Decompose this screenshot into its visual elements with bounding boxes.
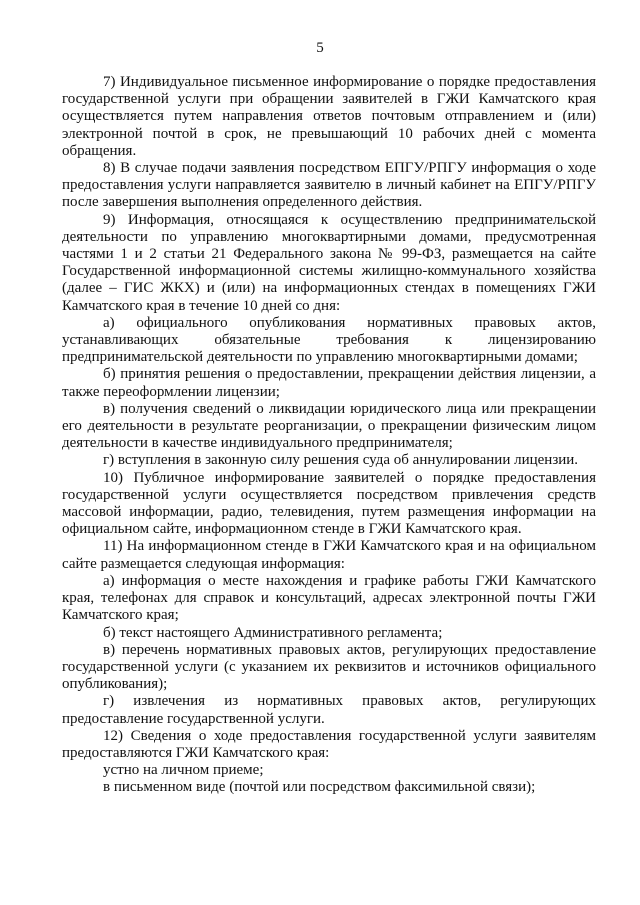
paragraph-11-b: б) текст настоящего Административного регламента; xyxy=(103,624,443,641)
paragraph-9-a: а) официального опубликования нормативных правовых актов, устанавливающих обязательные требования к лицензированию предпринимательской деятельности по управлению многоквартирными домами; xyxy=(62,314,596,366)
paragraph-12-item-2: в письменном виде (почтой или посредством факсимильной связи); xyxy=(103,779,536,796)
paragraph-10: 10) Публичное информирование заявителей о порядке предоставления государственной услуги осуществляется посредством привлечения средств массовой информации, радио, телевидения, путем размещения информации на официальном сайте, информационном стенде в ГЖИ Камчатского края. xyxy=(62,469,596,538)
paragraph-9-v: в) получения сведений о ликвидации юридического лица или прекращении его деятельности в результате реорганизации, о прекращении физическим лицом деятельности в качестве индивидуального предпринимателя; xyxy=(62,400,596,452)
paragraph-8: 8) В случае подачи заявления посредством ЕПГУ/РПГУ информация о ходе предоставления услуги направляется заявителю в личный кабинет на ЕПГУ/РПГУ после завершения выполнения определенного действия. xyxy=(62,160,596,211)
paragraph-11: 11) На информационном стенде в ГЖИ Камчатского края и на официальном сайте размещается следующая информация: xyxy=(62,538,596,572)
paragraph-12-item-1: устно на личном приеме; xyxy=(103,762,264,779)
paragraph-7: 7) Индивидуальное письменное информирование о порядке предоставления государственной услуги при обращении заявителей в ГЖИ Камчатского края осуществляется путем направления ответов почтовым отправлением и (или) электронной почтой в срок, не превышающий 10 рабочих дней с момента обращения. xyxy=(62,74,596,159)
paragraph-11-a: а) информация о месте нахождения и графике работы ГЖИ Камчатского края, телефонах для справок и консультаций, адресах электронной почты ГЖИ Камчатского края; xyxy=(62,572,596,624)
document-body xyxy=(62,74,596,797)
paragraph-9-b: б) принятия решения о предоставлении, прекращении действия лицензии, а также переоформлении лицензии; xyxy=(62,366,596,400)
paragraph-9-g: г) вступления в законную силу решения суда об аннулировании лицензии. xyxy=(103,452,579,469)
paragraph-11-v: в) перечень нормативных правовых актов, регулирующих предоставление государственной услуги (с указанием их реквизитов и источников официального опубликования); xyxy=(62,641,596,693)
paragraph-11-g: г) извлечения из нормативных правовых актов, регулирующих предоставление государственной услуги. xyxy=(62,693,596,727)
paragraph-12: 12) Сведения о ходе предоставления государственной услуги заявителям предоставляются ГЖИ Камчатского края: xyxy=(62,727,596,761)
paragraph-9: 9) Информация, относящаяся к осуществлению предпринимательской деятельности по управлению многоквартирными домами, предусмотренная частями 1 и 2 статьи 21 Федерального закона № 99-ФЗ, размещается на сайте Государственной информационной системы жилищно-коммунального хозяйства (далее – ГИС ЖКХ) и (или) на информационных стендах в помещениях ГЖИ Камчатского края в течение 10 дней со дня: xyxy=(62,211,596,314)
page-number: 5 xyxy=(316,40,324,56)
